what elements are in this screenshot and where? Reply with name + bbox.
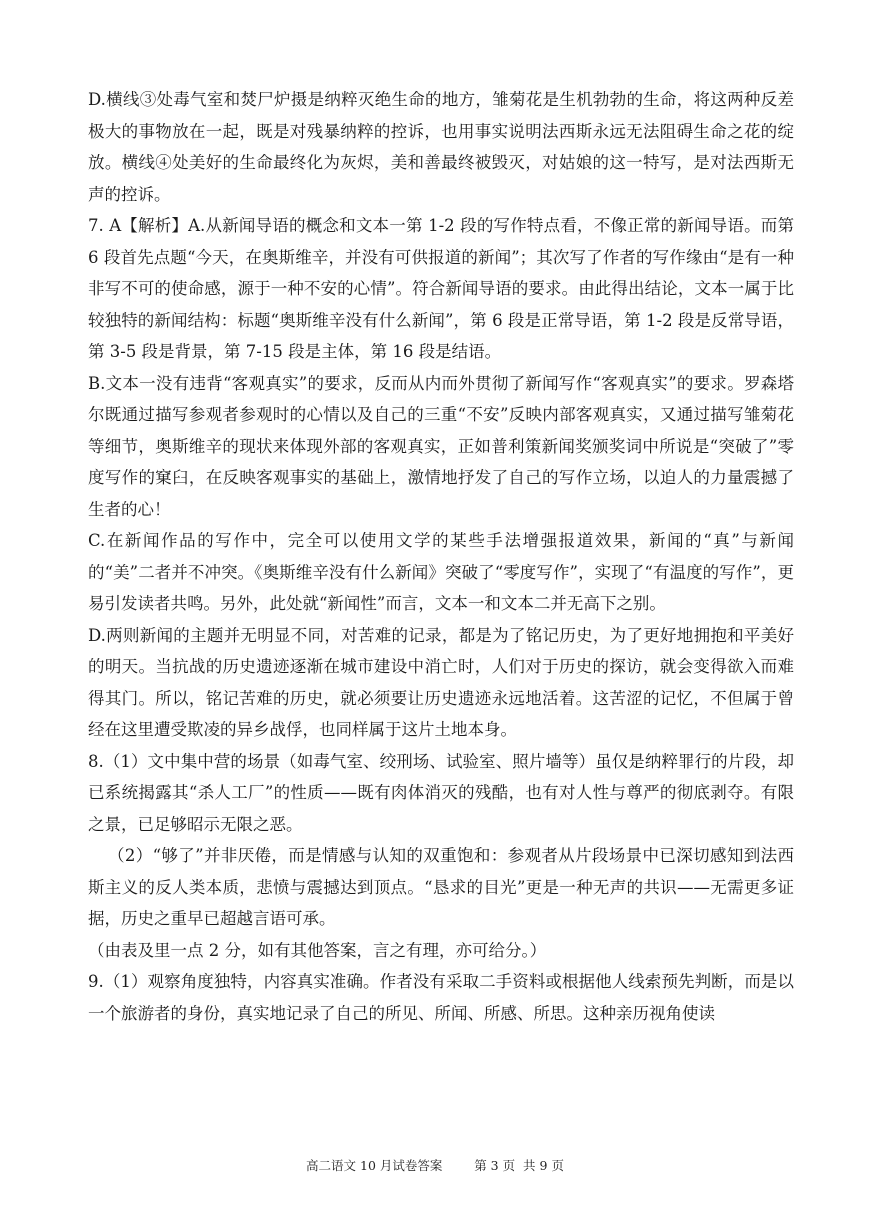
paragraph-q9-part1: 9.（1）观察角度独特，内容真实准确。作者没有采取二手资料或根据他人线索预先判断，而是以一个旅游者的身份，真实地记录了自己的所见、所闻、所感、所思。这种亲历视角使读	[88, 972, 794, 1023]
paragraph-q6-option-d: D.横线③处毒气室和焚尸炉摄是纳粹灭绝生命的地方，雏菊花是生机勃勃的生命，将这两种反差极大的事物放在一起，既是对残暴纳粹的控诉，也用事实说明法西斯永远无法阻碍生命之花的绽放。横线④处美好的生命最终化为灰烬，美和善最终被毁灭，对姑娘的这一特写，是对法西斯无声的控诉。	[88, 90, 794, 204]
paragraph-q8-part2: （2）“够了”并非厌倦，而是情感与认知的双重饱和：参观者从片段场景中已深切感知到法西斯主义的反人类本质，悲愤与震撼达到顶点。“恳求的目光”更是一种无声的共识——无需更多证据，历史之重早已超越言语可承。	[88, 846, 794, 928]
answer-text-body	[88, 84, 794, 1029]
page-footer	[0, 1156, 870, 1174]
footer-page-info: 第 3 页 共 9 页	[474, 1158, 564, 1173]
paragraph-q8-part1: 8.（1）文中集中营的场景（如毒气室、绞刑场、试验室、照片墙等）虽仅是纳粹罪行的片段，却已系统揭露其“杀人工厂”的性质——既有肉体消灭的残酷，也有对人性与尊严的彻底剥夺。有限之景，已足够昭示无限之恶。	[88, 751, 794, 834]
paragraph-q7-option-c: C.在新闻作品的写作中，完全可以使用文学的某些手法增强报道效果，新闻的“真”与新闻的“美”二者并不冲突。《奥斯维辛没有什么新闻》突破了“零度写作”，实现了“有温度的写作”，更易引发读者共鸣。另外，此处就“新闻性”而言，文本一和文本二并无高下之别。	[88, 531, 794, 613]
paragraph-q8-scoring-note: （由表及里一点 2 分，如有其他答案，言之有理，亦可给分。）	[88, 940, 547, 960]
paragraph-q7-option-b: B.文本一没有违背“客观真实”的要求，反而从内而外贯彻了新闻写作“客观真实”的要求。罗森塔尔既通过描写参观者参观时的心情以及自己的三重“不安”反映内部客观真实，又通过描写雏菊花等细节，奥斯维辛的现状来体现外部的客观真实，正如普利策新闻奖颁奖词中所说是“突破了”零度写作的窠臼，在反映客观事实的基础上，激情地抒发了自己的写作立场，以迫人的力量震撼了生者的心！	[88, 373, 794, 519]
paragraph-q7-option-d: D.两则新闻的主题并无明显不同，对苦难的记录，都是为了铭记历史，为了更好地拥抱和平美好的明天。当抗战的历史遗迹逐渐在城市建设中消亡时，人们对于历史的探访，就会变得欲入而难得其门。所以，铭记苦难的历史，就必须要让历史遗迹永远地活着。这苦涩的记忆，不但属于曾经在这里遭受欺凌的异乡战俘，也同样属于这片土地本身。	[88, 625, 794, 739]
footer-exam-title: 高二语文 10 月试卷答案	[306, 1158, 443, 1173]
paragraph-q7-answer: 7. A【解析】A.从新闻导语的概念和文本一第 1-2 段的写作特点看，不像正常的新闻导语。而第 6 段首先点题“今天，在奥斯维辛，并没有可供报道的新闻”；其次写了作者的写作缘由“是有一种非写不可的使命感，源于一种不安的心情”。符合新闻导语的要求。由此得出结论，文本一属于比较独特的新闻结构：标题“奥斯维辛没有什么新闻”，第 6 段是正常导语，第 1-2 段是反常导语，第 3-5 段是背景，第 7-15 段是主体，第 16 段是结语。	[88, 216, 794, 361]
